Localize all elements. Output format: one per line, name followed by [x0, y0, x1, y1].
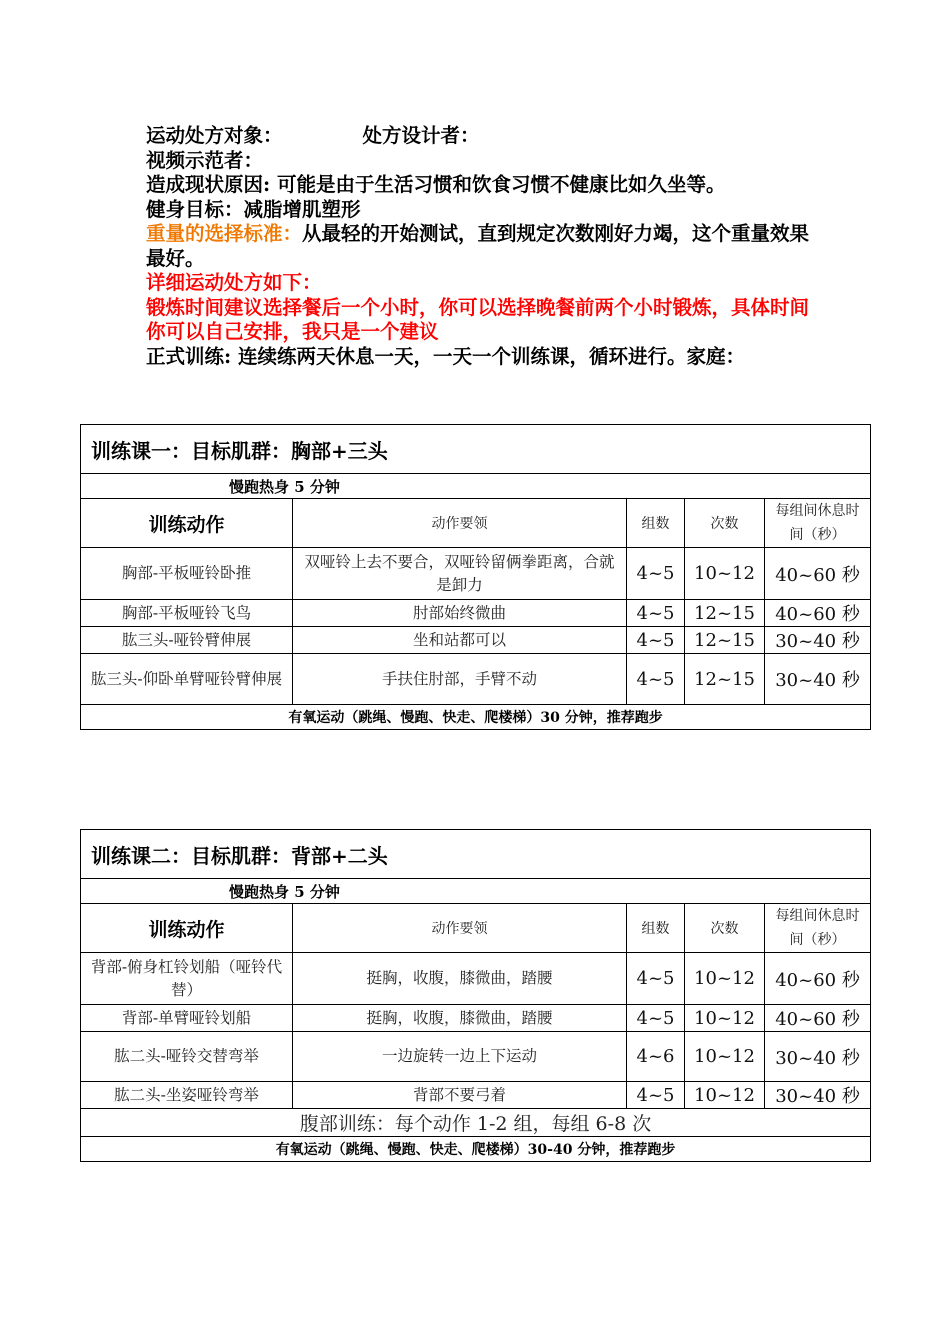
- header-sets: 组数: [627, 904, 685, 953]
- table-row: [81, 600, 871, 627]
- time-advice: 锻炼时间建议选择餐后一个小时，你可以选择晚餐前两个小时锻炼，具体时间你可以自己安排，我只是一个建议: [146, 295, 810, 343]
- exercise-name: 肱三头-仰卧单臂哑铃臂伸展: [81, 654, 293, 705]
- intro-line-target: [146, 124, 826, 149]
- exercise-name: 胸部-平板哑铃卧推: [81, 548, 293, 600]
- header-tips: 动作要领: [293, 499, 627, 548]
- exercise-sets: 4~5: [627, 1082, 685, 1109]
- header-sets: 组数: [627, 499, 685, 548]
- header-reps: 次数: [685, 904, 765, 953]
- exercise-sets: 4~5: [627, 600, 685, 627]
- table-row: [81, 953, 871, 1005]
- exercise-sets: 4~5: [627, 953, 685, 1005]
- table-row: [81, 548, 871, 600]
- table-row: [81, 627, 871, 654]
- exercise-tip: 挺胸，收腹，膝微曲，踏腰: [293, 1005, 627, 1032]
- exercise-reps: 10~12: [685, 953, 765, 1005]
- exercise-sets: 4~5: [627, 548, 685, 600]
- course2-table: [80, 829, 871, 1162]
- exercise-sets: 4~5: [627, 654, 685, 705]
- video-label: 视频示范者：: [146, 148, 264, 172]
- table-row: [81, 654, 871, 705]
- exercise-reps: 10~12: [685, 548, 765, 600]
- exercise-sets: 4~6: [627, 1032, 685, 1082]
- cause-text: 造成现状原因: 可能是由于生活习惯和饮食习惯不健康比如久坐等。: [146, 173, 726, 196]
- designer-label: 处方设计者：: [362, 124, 480, 147]
- exercise-rest: 30~40 秒: [765, 1032, 871, 1082]
- exercise-reps: 12~15: [685, 600, 765, 627]
- header-rest: 每组间休息时间（秒）: [765, 499, 871, 548]
- table-row: [81, 1005, 871, 1032]
- table-row: [81, 1082, 871, 1109]
- course2-title: 训练课二：目标肌群：背部+二头: [81, 830, 871, 879]
- exercise-reps: 12~15: [685, 627, 765, 654]
- exercise-rest: 40~60 秒: [765, 953, 871, 1005]
- exercise-tip: 挺胸，收腹，膝微曲，踏腰: [293, 953, 627, 1005]
- exercise-tip: 一边旋转一边上下运动: [293, 1032, 627, 1082]
- exercise-tip: 背部不要弓着: [293, 1082, 627, 1109]
- exercise-tip: 手扶住肘部，手臂不动: [293, 654, 627, 705]
- weight-standard: [146, 222, 826, 271]
- exercise-rest: 30~40 秒: [765, 1082, 871, 1109]
- course1-cardio-footer: 有氧运动（跳绳、慢跑、快走、爬楼梯）30 分钟，推荐跑步: [81, 705, 871, 730]
- weight-text: 从最轻的开始测试，直到规定次数刚好力竭，这个重量效果最好。: [146, 222, 810, 270]
- exercise-rest: 40~60 秒: [765, 548, 871, 600]
- exercise-reps: 10~12: [685, 1032, 765, 1082]
- course2-warmup: 慢跑热身 5 分钟: [81, 879, 871, 904]
- exercise-rest: 30~40 秒: [765, 627, 871, 654]
- course1-table: [80, 424, 871, 730]
- course2-abs-training: 腹部训练：每个动作 1-2 组，每组 6-8 次: [81, 1109, 871, 1137]
- course2-header-row: [81, 904, 871, 953]
- exercise-reps: 10~12: [685, 1005, 765, 1032]
- course1-header-row: [81, 499, 871, 548]
- header-rest: 每组间休息时间（秒）: [765, 904, 871, 953]
- exercise-name: 背部-单臂哑铃划船: [81, 1005, 293, 1032]
- exercise-tip: 坐和站都可以: [293, 627, 627, 654]
- header-reps: 次数: [685, 499, 765, 548]
- goal-text: 健身目标：减脂增肌塑形: [146, 197, 361, 221]
- course1-warmup: 慢跑热身 5 分钟: [81, 474, 871, 499]
- course1-title: 训练课一：目标肌群：胸部+三头: [81, 425, 871, 474]
- weight-label: 重量的选择标准：: [146, 222, 303, 245]
- table-row: [81, 1032, 871, 1082]
- exercise-rest: 30~40 秒: [765, 654, 871, 705]
- exercise-name: 肱三头-哑铃臂伸展: [81, 627, 293, 654]
- header-action: 训练动作: [81, 499, 293, 548]
- formal-training: 正式训练: 连续练两天休息一天，一天一个训练课，循环进行。家庭：: [146, 344, 745, 368]
- exercise-rest: 40~60 秒: [765, 600, 871, 627]
- exercise-sets: 4~5: [627, 1005, 685, 1032]
- exercise-name: 肱二头-坐姿哑铃弯举: [81, 1082, 293, 1109]
- exercise-reps: 12~15: [685, 654, 765, 705]
- header-tips: 动作要领: [293, 904, 627, 953]
- exercise-name: 肱二头-哑铃交替弯举: [81, 1032, 293, 1082]
- exercise-tip: 双哑铃上去不要合，双哑铃留俩拳距离，合就是卸力: [293, 548, 627, 600]
- course2-cardio-footer: 有氧运动（跳绳、慢跑、快走、爬楼梯）30-40 分钟，推荐跑步: [81, 1137, 871, 1162]
- exercise-name: 背部-俯身杠铃划船（哑铃代替）: [81, 953, 293, 1005]
- target-label: 运动处方对象：: [146, 124, 283, 147]
- exercise-name: 胸部-平板哑铃飞鸟: [81, 600, 293, 627]
- prescription-intro: [146, 124, 826, 369]
- exercise-reps: 10~12: [685, 1082, 765, 1109]
- header-action: 训练动作: [81, 904, 293, 953]
- exercise-rest: 40~60 秒: [765, 1005, 871, 1032]
- detail-heading: 详细运动处方如下：: [146, 271, 322, 294]
- exercise-tip: 肘部始终微曲: [293, 600, 627, 627]
- exercise-sets: 4~5: [627, 627, 685, 654]
